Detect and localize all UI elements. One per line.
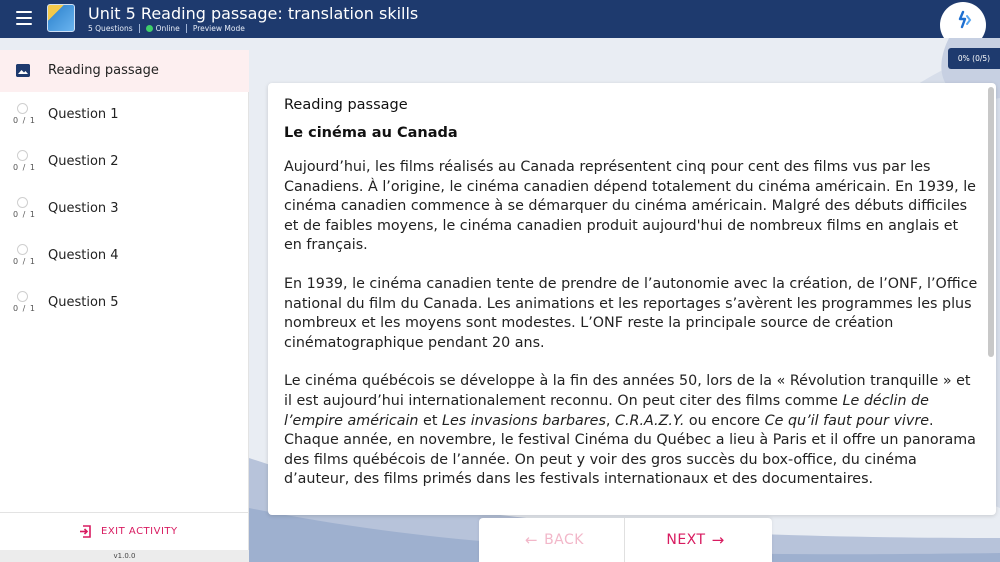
- image-icon: [16, 64, 30, 77]
- progress-badge: 0% (0/5): [948, 48, 1000, 69]
- paragraph-text: et: [418, 412, 442, 429]
- activity-thumbnail: [47, 4, 75, 32]
- exit-activity-label: EXIT ACTIVITY: [101, 526, 178, 537]
- version-label: v1.0.0: [0, 550, 249, 562]
- sidebar-item-label: Question 2: [48, 154, 119, 169]
- brand-logo: [930, 0, 1000, 38]
- film-title: Le déclin de l’empire américain: [284, 392, 929, 429]
- film-title: C.R.A.Z.Y.: [615, 412, 685, 429]
- next-label: NEXT: [666, 532, 706, 548]
- menu-icon[interactable]: [16, 11, 32, 25]
- paragraph-text: ou encore: [684, 412, 765, 429]
- sidebar-item-reading-passage[interactable]: [0, 50, 249, 92]
- question-score: 0 / 1: [13, 304, 36, 313]
- sidebar-item-label: Reading passage: [48, 63, 159, 78]
- arrow-right-icon: →: [711, 531, 725, 549]
- status-circle-icon: [17, 103, 28, 114]
- question-score: 0 / 1: [13, 257, 36, 266]
- brand-logo-icon: [954, 10, 976, 30]
- card-title: Reading passage: [284, 97, 408, 113]
- sidebar-item-question-5[interactable]: [0, 282, 249, 324]
- sidebar-item-question-3[interactable]: [0, 188, 249, 230]
- meta-divider: [139, 24, 140, 33]
- online-status-icon: [146, 25, 153, 32]
- activity-title: Unit 5 Reading passage: translation skills: [88, 4, 419, 23]
- sidebar-item-label: Question 5: [48, 295, 119, 310]
- card-scrollbar[interactable]: [988, 87, 994, 357]
- activity-meta: [88, 24, 245, 33]
- film-title: Les invasions barbares: [442, 412, 606, 429]
- online-status: Online: [155, 24, 180, 33]
- paragraph-text: . Chaque année, en novembre, le festival Cinéma du Québec a lieu à Paris et il offre un panorama des films québécois de l’année. On peut y voir des gros succès du box-office, du cinéma d’auteur, des films primés dans les festivals internationaux et des documentaires.: [284, 412, 976, 488]
- exit-icon: [78, 524, 93, 539]
- question-score: 0 / 1: [13, 210, 36, 219]
- sidebar-item-label: Question 4: [48, 248, 119, 263]
- paragraph-text: Le cinéma québécois se développe à la fin des années 50, lors de la « Révolution tranquille » et il est aujourd’hui internationalement reconnu. On peut citer des films comme: [284, 373, 971, 409]
- question-score: 0 / 1: [13, 163, 36, 172]
- sidebar-item-question-4[interactable]: [0, 235, 249, 277]
- meta-divider: [186, 24, 187, 33]
- sidebar-item-question-1[interactable]: [0, 94, 249, 136]
- film-title: Ce qu’il faut pour vivre: [764, 412, 930, 429]
- status-circle-icon: [17, 197, 28, 208]
- sidebar: [0, 50, 249, 562]
- passage-paragraph-1: Aujourd’hui, les films réalisés au Canada représentent cinq pour cent des films vus par les Canadiens. À l’origine, le cinéma canadien dépend totalement du cinéma américain. En 1939, le cinéma canadien commence à se démarquer du cinéma américain. Malgré des débuts difficiles et de faibles moyens, le cinéma canadien produit aujourd'hui de nombreux films en anglais et en français.: [284, 159, 976, 254]
- navigation-bar: [479, 518, 772, 562]
- status-circle-icon: [17, 244, 28, 255]
- mode-label: Preview Mode: [192, 24, 245, 33]
- passage-heading: Le cinéma au Canada: [284, 125, 458, 141]
- sidebar-item-label: Question 3: [48, 201, 119, 216]
- sidebar-item-label: Question 1: [48, 107, 119, 122]
- app-header: [0, 0, 1000, 38]
- reading-passage-card: [268, 83, 996, 515]
- passage-paragraph-2: En 1939, le cinéma canadien tente de prendre de l’autonomie avec la création, de l’ONF, l’Office national du film du Canada. Les animations et les reportages s’avèrent les programmes les plus nombreux et les moyens sont modestes. L’ONF reste la principale source de création cinématographique pendant 20 ans.: [284, 275, 978, 351]
- next-button[interactable]: [625, 518, 772, 562]
- status-circle-icon: [17, 150, 28, 161]
- question-score: 0 / 1: [13, 116, 36, 125]
- sidebar-item-question-2[interactable]: [0, 141, 249, 183]
- status-circle-icon: [17, 291, 28, 302]
- back-button[interactable]: [479, 518, 624, 562]
- back-label: BACK: [544, 532, 584, 548]
- questions-count: 5 Questions: [88, 24, 133, 33]
- paragraph-text: ,: [605, 412, 615, 429]
- exit-activity-button[interactable]: [0, 512, 249, 550]
- arrow-left-icon: ←: [525, 531, 539, 549]
- passage-paragraph-3: [284, 372, 978, 490]
